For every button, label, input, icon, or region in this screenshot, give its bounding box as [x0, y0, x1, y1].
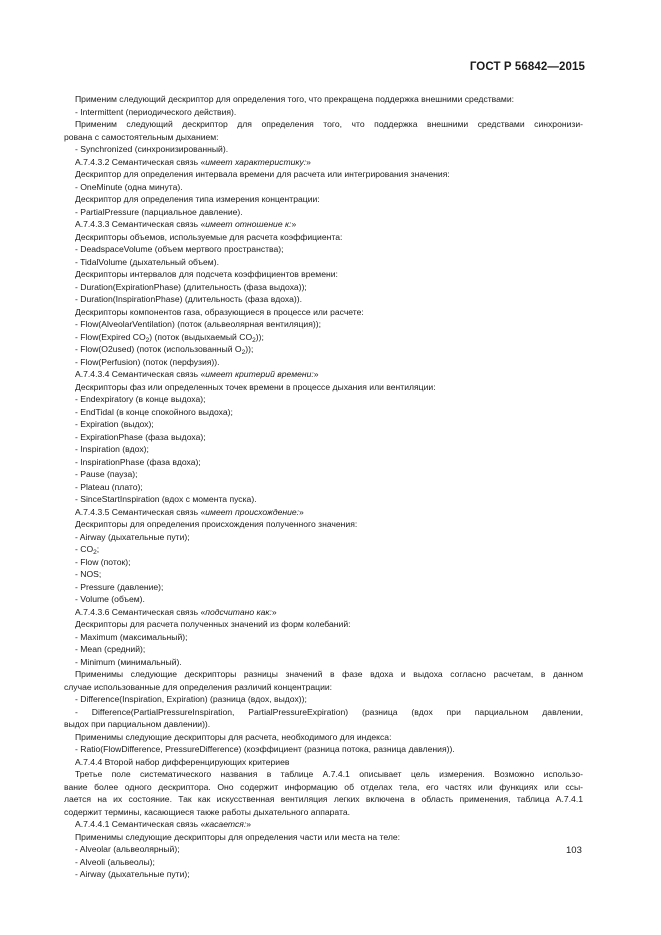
text-line: A.7.4.3.5 Семантическая связь «имеет происхождение:»: [75, 506, 304, 517]
text-line: - Plateau (плато);: [75, 481, 143, 492]
text-line: - Intermittent (периодического действия).: [75, 106, 237, 117]
text-line: - OneMinute (одна минута).: [75, 181, 183, 192]
text-line: - Flow(O2used) (поток (использованный $O_2$));: [75, 344, 254, 356]
text-line: - $CO_2$;: [75, 544, 100, 556]
text-line: Дескрипторы для расчета полученных значений из форм колебаний:: [75, 619, 351, 629]
text-line: - Maximum (максимальный);: [75, 631, 188, 642]
text-line: Дескрипторы для определения происхождения полученного значения:: [75, 519, 358, 529]
text-line: Дескриптор для определения типа измерения концентрации:: [75, 194, 320, 204]
text-line: - Flow(Perfusion) (поток (перфузия)).: [75, 356, 220, 367]
text-line: - Ratio(FlowDifference, PressureDifference) (коэффициент (разница потока, разница давления)).: [75, 744, 455, 754]
text-line: - Duration(ExpirationPhase) (длительность (фаза выдоха));: [75, 281, 307, 292]
text-line: - SinceStartInspiration (вдох с момента пуска).: [75, 494, 257, 504]
text-line: - Difference(Inspiration, Expiration) (разница (вдох, выдох));: [75, 694, 307, 704]
text-line: - Volume (объем).: [75, 594, 145, 604]
text-line: A.7.4.3.6 Семантическая связь «подсчитано как:»: [75, 606, 277, 617]
text-line: Дескрипторы фаз или определенных точек времени в процессе дыхания или вентиляции:: [75, 381, 436, 392]
text-line: A.7.4.4 Второй набор дифференцирующих критериев: [75, 756, 290, 767]
text-line: - TidalVolume (дыхательный объем).: [75, 256, 219, 267]
text-line: Дескриптор для определения интервала времени для расчета или интегрирования значения:: [75, 169, 450, 179]
text-line: - Mean (средний);: [75, 644, 146, 654]
text-line: - Endexpiratory (в конце выдоха);: [75, 394, 206, 404]
text-line: A.7.4.3.2 Семантическая связь «имеет характеристику:»: [75, 156, 311, 167]
text-line: - Flow (поток);: [75, 556, 131, 567]
text-line: - Pressure (давление);: [75, 581, 164, 592]
text-line: Применим следующий дескриптор для определения того, что поддержка внешними средствами синхронизи-: [75, 119, 583, 129]
text-line: A.7.4.4.1 Семантическая связь «касается:»: [75, 819, 251, 829]
text-line: - Alveolar (альвеолярный);: [75, 844, 180, 854]
page-number: 103: [566, 845, 582, 856]
text-line: лается на их состояние. Так как искусственная вентиляция легких включена в область применения, таблица А.7.4.1: [64, 794, 583, 804]
text-line: содержит термины, касающиеся также работы дыхательного аппарата.: [64, 806, 351, 817]
text-line: - NOS;: [75, 569, 102, 579]
text-line: A.7.4.3.4 Семантическая связь «имеет критерий времени:»: [75, 369, 319, 379]
text-line: Применимы следующие дескрипторы для расчета, необходимого для индекса:: [75, 731, 392, 742]
text-line: A.7.4.3.3 Семантическая связь «имеет отношение к:»: [75, 219, 297, 229]
text-line: - Minimum (минимальный).: [75, 656, 182, 667]
text-line: - DeadspaceVolume (объем мертвого пространства);: [75, 244, 284, 254]
text-line: Применимы следующие дескрипторы разницы значений в фазе вдоха и выдоха согласно расчетам, в данном: [75, 669, 583, 679]
document-body: [64, 93, 583, 881]
text-line: - Synchronized (синхронизированный).: [75, 144, 229, 154]
text-line: - Airway (дыхательные пути);: [75, 531, 190, 542]
text-line: - EndTidal (в конце спокойного выдоха);: [75, 406, 233, 417]
text-line: случае использованные для определения различий концентрации:: [64, 681, 333, 692]
text-line: - PartialPressure (парциальное давление).: [75, 206, 243, 217]
text-line: - Expiration (выдох);: [75, 419, 154, 429]
text-line: - Alveoli (альвеолы);: [75, 856, 155, 867]
text-line: - Flow(Expired $CO_2$) (поток (выдыхаемый $CO_2$));: [75, 331, 264, 344]
text-line: - ExpirationPhase (фаза выдоха);: [75, 431, 206, 442]
text-line: - Difference(PartialPressureInspiration, PartialPressureExpiration) (разница (вдох при парциальном давлении,: [75, 706, 583, 717]
text-line: - Airway (дыхательные пути);: [75, 869, 190, 879]
text-line: Третье поле систематического названия в таблице А.7.4.1 описывает цель измерения. Возможно использо-: [75, 769, 583, 779]
text-line: Дескрипторы компонентов газа, образующиеся в процессе или расчете:: [75, 306, 364, 317]
text-line: - Pause (пауза);: [75, 469, 138, 479]
text-line: рована с самостоятельным дыханием:: [64, 131, 219, 142]
text-line: Дескрипторы объемов, используемые для расчета коэффициента:: [75, 231, 343, 242]
text-line: - Inspiration (вдох);: [75, 444, 149, 454]
standard-header: ГОСТ Р 56842—2015: [469, 61, 585, 73]
text-line: Применим следующий дескриптор для определения того, что прекращена поддержка внешними средствами:: [75, 94, 515, 104]
text-line: выдох при парциальном давлении)).: [64, 719, 211, 729]
text-line: - Duration(InspirationPhase) (длительность (фаза вдоха)).: [75, 294, 302, 304]
text-line: Применимы следующие дескрипторы для определения части или места на теле:: [75, 831, 401, 842]
text-line: Дескрипторы интервалов для подсчета коэффициентов времени:: [75, 269, 338, 279]
text-line: вание более одного дескриптора. Оно содержит информацию об отделах тела, его частях или функциях или ссы-: [64, 781, 583, 792]
text-line: - Flow(AlveolarVentilation) (поток (альвеолярная вентиляция));: [75, 319, 321, 329]
text-line: - InspirationPhase (фаза вдоха);: [75, 456, 201, 467]
